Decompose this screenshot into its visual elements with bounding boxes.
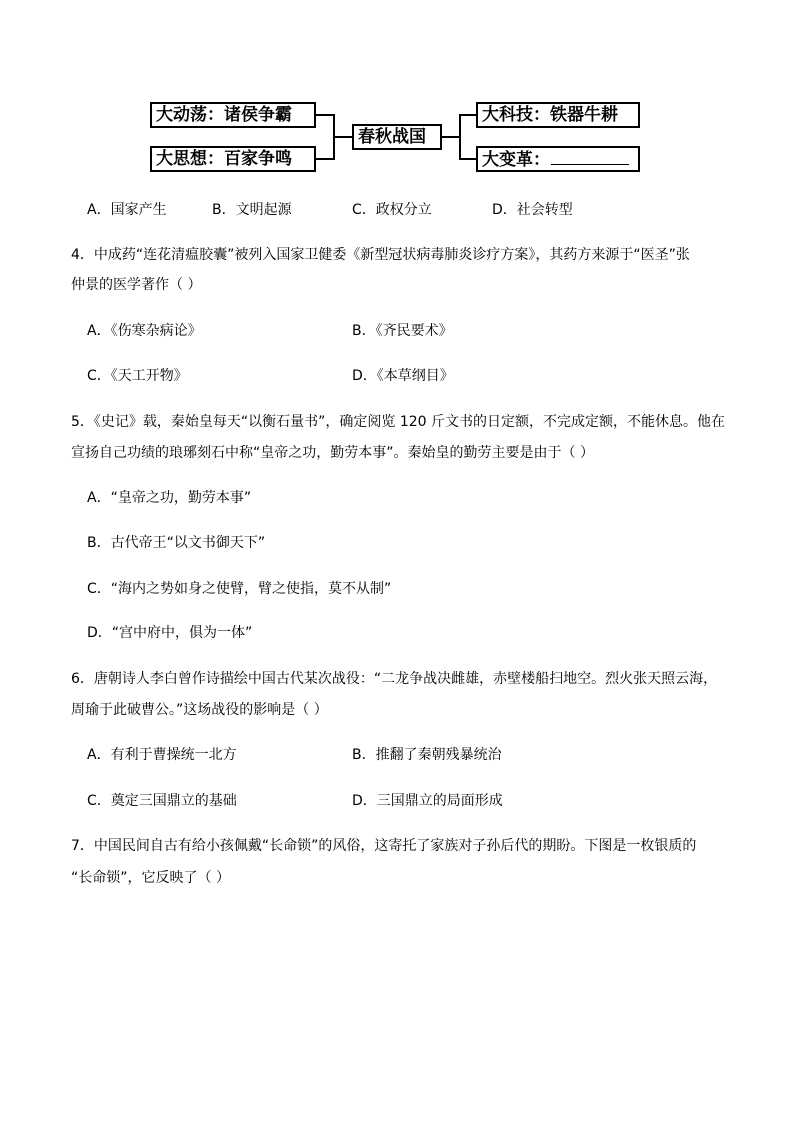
connector — [459, 158, 476, 160]
diagram-box-left-top: 大动荡：诸侯争霸 — [150, 102, 316, 128]
option: D．三国鼎立的局面形成 — [352, 793, 503, 809]
option: C．奠定三国鼎立的基础 — [87, 793, 237, 809]
question-7-stem: “长命锁”，它反映了（ ） — [71, 870, 230, 886]
question-7-stem: 7．中国民间自古有给小孩佩戴“长命锁”的风俗，这寄托了家族对子孙后代的期盼。下图是一枚银质的 — [71, 838, 697, 854]
option: A．国家产生 — [87, 202, 167, 218]
connector — [316, 158, 334, 160]
option: A．《伤寒杂病论》 — [87, 323, 202, 339]
option: B．《齐民要术》 — [352, 323, 453, 339]
option: D．《本草纲目》 — [352, 368, 454, 384]
option: C．政权分立 — [352, 202, 432, 218]
option: B．文明起源 — [212, 202, 292, 218]
question-5-stem: 5．《史记》载，秦始皇每天“以衡石量书”，确定阅览 120 斤文书的日定额，不完成定额，不能休息。他在 — [71, 414, 726, 430]
connector — [459, 114, 476, 116]
option: A．“皇帝之功，勤劳本事” — [87, 490, 252, 506]
diagram-box-center: 春秋战国 — [352, 124, 442, 150]
question-4-stem: 4．中成药“连花清瘟胶囊”被列入国家卫健委《新型冠状病毒肺炎诊疗方案》，其药方来源于“医圣”张 — [71, 247, 690, 263]
diagram-box-right-top: 大科技：铁器牛耕 — [476, 102, 640, 128]
diagram-box-left-bottom: 大思想：百家争鸣 — [150, 146, 316, 172]
option: B．古代帝王“以文书御天下” — [87, 535, 266, 551]
option: B．推翻了秦朝残暴统治 — [352, 747, 502, 763]
concept-diagram — [0, 0, 794, 190]
option: D．“宫中府中，俱为一体” — [87, 625, 253, 641]
question-5-stem: 宣扬自己功绩的琅琊刻石中称“皇帝之功，勤劳本事”。秦始皇的勤劳主要是由于（ ） — [71, 445, 594, 461]
connector — [333, 136, 352, 138]
question-6-stem: 6．唐朝诗人李白曾作诗描绘中国古代某次战役：“二龙争战决雌雄，赤壁楼船扫地空。烈火张天照云海， — [71, 671, 718, 687]
diagram-box-right-bottom — [476, 146, 640, 172]
answer-blank — [551, 148, 629, 165]
option: C．“海内之势如身之使臂，臂之使指，莫不从制” — [87, 581, 392, 597]
option: C．《天工开物》 — [87, 368, 188, 384]
option: A．有利于曹操统一北方 — [87, 747, 237, 763]
connector — [442, 136, 460, 138]
connector — [459, 114, 461, 160]
question-6-stem: 周瑜于此破曹公。”这场战役的影响是（ ） — [71, 702, 328, 718]
diagram-box-right-bottom-label: 大变革： — [482, 150, 550, 170]
question-4-stem: 仲景的医学著作（ ） — [71, 277, 202, 293]
option: D．社会转型 — [492, 202, 573, 218]
connector — [316, 114, 334, 116]
